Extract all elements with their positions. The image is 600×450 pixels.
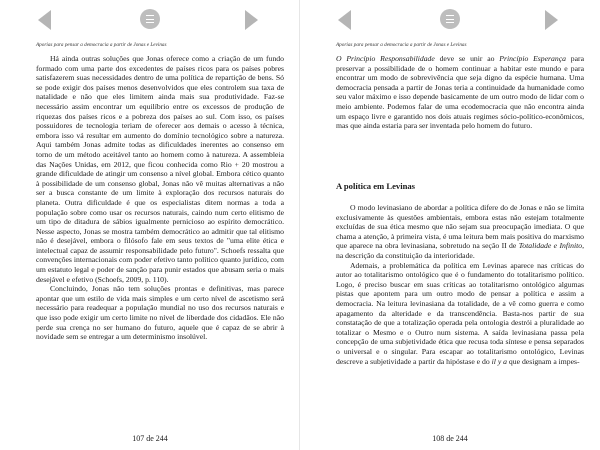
left-nav-bar: [0, 0, 300, 40]
paragraph: Há ainda outras soluções que Jonas oferece como a criação de um fundo formado com uma parte dos excedentes de países ricos para os países pobres satisfazerem suas necessidades dentro de uma política de repartição de bens. Só se pode exigir dos países menos desenvolvidos que eles controlem sua taxa de natalidade e não que eles limitem ainda mais sua produtividade. Faz-se necessário assim encontrar um equilíbrio entre os excessos de produção de riquezas dos países ricos e a pobreza dos países ao sul. Com isso, os países possuidores de tecnologia teriam de oferecer aos demais o acesso à técnica, embora isso vá resultar em aumento do domínio tecnológico sobre a natureza. Aqui também Jonas admite todas as dificuldades inerentes ao consenso em torno de um método aceitável tanto ao homem como à natureza. A assembleia das Nações Unidas, em 2012, que ficou conhecida como Rio + 20 mostrou a grande dificuldade de atingir um consenso a nível global. Embora cético quanto à possibilidade de um consenso global, Jonas não vê muitas alternativas a não ser a busca constante de um limite à exploração dos recursos naturais do planeta. Outra dificuldade é que os especialistas ditem normas a toda a população sobre como usar os recursos naturais, caindo num certo elitismo de um tipo de ditadura de sábios igualmente pernicioso ao espírito democrático. Nesse aspecto, Jonas se mostra também democrático ao admitir que tal elitismo não é desejável, embora o filósofo fale em seus textos de "uma elite ética e intelectual capaz de assumir responsabilidade pelo futuro". Schoefs ressalta que convenções internacionais com poder efetivo tanto político quanto jurídico, com um estatuto legal e poder de sanção para punir estados que abusam seria o mais desejável e efetivo (Schoefs, 2009, p. 110).: [36, 54, 284, 284]
menu-icon[interactable]: [140, 9, 160, 29]
chevron-right-icon[interactable]: [545, 10, 558, 30]
page-number: 107 de 244: [132, 434, 168, 443]
paragraph: O Princípio Responsabilidade deve se unir ao Princípio Esperança para preservar a possibilidade de o homem continuar a habitar este mundo e para encontrar um modo de sobrevivência que seja digno da espécie humana. Uma democracia pensada a partir de Jonas teria a continuidade da humanidade como seu valor máximo e isso depende basicamente de um outro modo de lidar com o meio ambiente. Podemos falar de uma ecodemocracia que não encontra ainda um espaço livre e garantido nos dois atuais regimes sócio-político-econômicos, mas que ainda estaria para ser inventada pelo homem do futuro.: [336, 54, 584, 131]
paragraph: O modo levinasiano de abordar a política difere do de Jonas e não se limita exclusivamente às questões ambientais, embora estas não estejam totalmente excluídas de sua ética mesmo que não sejam sua preocupação imediata. O que chama a atenção, à primeira vista, é uma leitura bem mais positiva do marxismo que aparece na obra levinasiana, sobretudo na seção II de Totalidade e Infinito, na descrição da constituição da interioridade.: [336, 203, 584, 260]
right-body-text-bottom: [336, 203, 584, 366]
paragraph: Concluindo, Jonas não tem soluções prontas e definitivas, mas parece apontar que um estilo de vida mais simples e um certo nível de ascetismo será necessário para readequar a população mundial no uso dos recursos naturais e que isso pode exigir um certo limite no nível de liberdade dos cidadãos. Ele não perde sua crença no ser humano do futuro, aquele que é capaz de se abrir à novidade sem se entregar a um determinismo insolúvel.: [36, 284, 284, 342]
chevron-right-icon[interactable]: [245, 10, 258, 30]
section-heading: A política em Levinas: [336, 181, 416, 191]
running-head: Aporias para pensar a democracia a partir de Jonas e Levinas: [36, 42, 167, 48]
right-nav-bar: [300, 0, 600, 40]
page-number: 108 de 244: [432, 434, 468, 443]
paragraph: Ademais, a problemática da política em Levinas aparece nas críticas do autor ao totalitarismo ontológico que é o fundamento do totalitarismo político. Logo, é preciso buscar em suas críticas ao totalitarismo ontológico algumas pistas que apontem para um outro modo de pensar a política e assim a democracia. Na leitura levinasiana da totalidade, de a vê como guerra e como apagamento da alteridade e da transcendência. Basta-nos partir de sua constatação de que a totalização operada pela ontologia destrói a pluralidade ao totalizar o Mesmo e o Outro num sistema. A saída levinasiana passa pela concepção de uma subjetividade ética que recusa toda síntese e pensa separados o universal e o singular. Para escapar ao totalitarismo ontológico, Levinas descreve a subjetividade a partir da hipóstase e do il y a que designam a impes-: [336, 260, 584, 366]
menu-icon[interactable]: [440, 9, 460, 29]
right-body-text-top: [336, 54, 584, 131]
chevron-left-icon[interactable]: [338, 10, 351, 30]
chevron-left-icon[interactable]: [38, 10, 51, 30]
running-head: Aporias para pensar a democracia a partir de Jonas e Levinas: [336, 42, 467, 48]
right-page: [300, 0, 600, 450]
left-body-text: [36, 54, 284, 342]
